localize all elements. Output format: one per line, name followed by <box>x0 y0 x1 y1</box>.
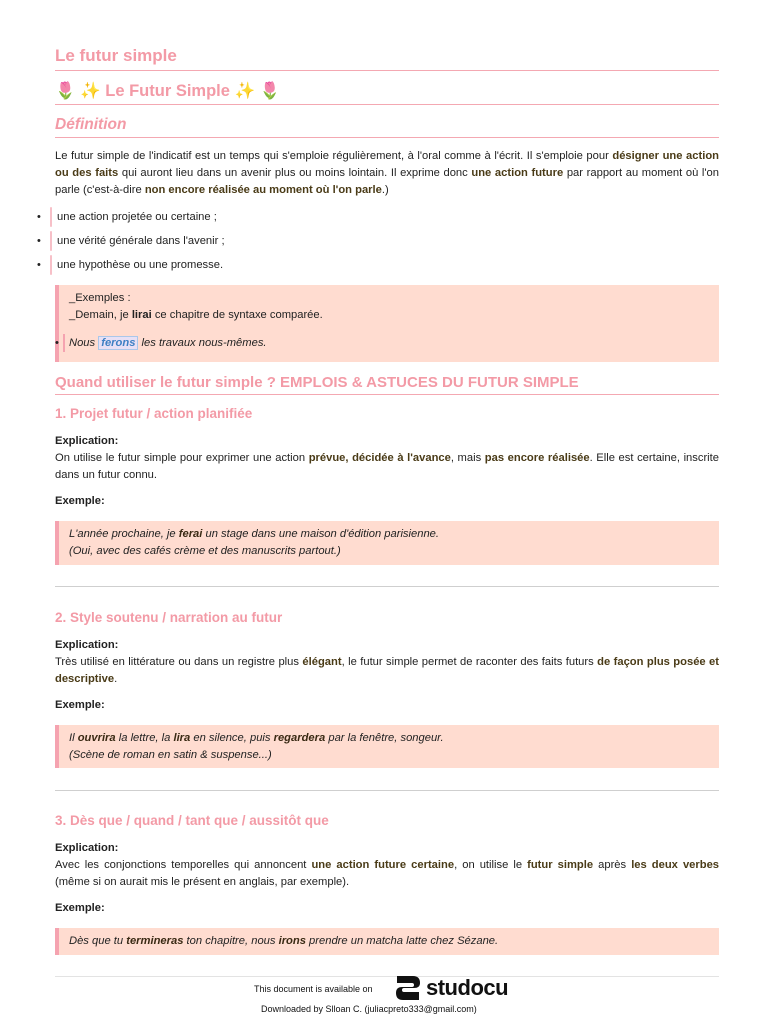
list-item: • une hypothèse ou une promesse. <box>37 257 225 281</box>
definition-text-4: .) <box>381 184 389 196</box>
section-3-explication: Avec les conjonctions temporelles qui annoncent une action future certaine, on utilise le futur simple après les deux verbes (même si on aurait mis le présent en anglais, par exemple). <box>55 859 720 888</box>
studocu-logo-icon <box>393 974 423 1002</box>
definition-text-1: Le futur simple de l'indicatif est un temps qui s'emploie régulièrement, à l'oral comme à l'écrit. Il s'emploie pour <box>55 150 613 162</box>
definition-heading: Définition <box>55 116 127 133</box>
section-3-explication-label: Explication: <box>55 842 119 854</box>
definition-bold-2: une action future <box>471 167 564 179</box>
section-2-example-note: (Scène de roman en satin & suspense...) <box>69 748 272 761</box>
studocu-wordmark: studocu <box>426 975 509 1000</box>
section-1-explication: On utilise le futur simple pour exprimer une action prévue, décidée à l'avance, mais pas encore réalisée. Elle est certaine, inscrite dans un futur connu. <box>55 452 719 481</box>
section-1-explication-label: Explication: <box>55 435 119 447</box>
footer-available-text: This document is available on <box>254 984 373 994</box>
subtitle-divider <box>55 104 719 105</box>
section-1-exemple-label: Exemple: <box>55 495 105 507</box>
section-2-explication-label: Explication: <box>55 639 119 651</box>
section-heading: Quand utiliser le futur simple ? EMPLOIS & ASTUCES DU FUTUR SIMPLE <box>55 374 579 391</box>
section-3-example-box: Dès que tu termineras ton chapitre, nous irons prendre un matcha latte chez Sézane. <box>55 928 719 955</box>
examples-label: _Exemples : <box>69 292 131 304</box>
document-subtitle: 🌷 ✨ Le Futur Simple ✨ 🌷 <box>55 82 281 100</box>
section-2-explication: Très utilisé en littérature ou dans un registre plus élégant, le futur simple permet de raconter des faits futurs de façon plus posée et descriptive. <box>55 656 720 685</box>
examples-item: • Nous ferons les travaux nous-mêmes. <box>69 335 719 352</box>
section-1-example-note: (Oui, avec des cafés crème et des manuscrits partout.) <box>69 544 341 557</box>
highlighted-word[interactable]: ferons <box>98 336 138 350</box>
section-2-exemple-label: Exemple: <box>55 699 105 711</box>
definition-text-3: par rapport au moment où l'on parle (c'est-à-dire <box>55 167 719 196</box>
section-1-heading: 1. Projet futur / action planifiée <box>55 406 253 421</box>
footer-separator <box>55 976 719 977</box>
footer-downloaded-text: Downloaded by Slloan C. (juliacpreto333@gmail.com) <box>261 1004 477 1014</box>
title-divider <box>55 70 719 71</box>
list-item: • une action projetée ou certaine ; <box>37 209 225 233</box>
section-3-exemple-label: Exemple: <box>55 902 105 914</box>
examples-box <box>55 285 719 362</box>
section-heading-divider <box>55 394 719 395</box>
definition-text-2: qui auront lieu dans un avenir plus ou moins lointain. Il exprime donc <box>118 167 472 179</box>
definition-divider <box>55 137 719 138</box>
list-item: • une vérité générale dans l'avenir ; <box>37 233 225 257</box>
section-2-heading: 2. Style soutenu / narration au futur <box>55 610 283 625</box>
section-3-heading: 3. Dès que / quand / tant que / aussitôt que <box>55 813 329 828</box>
examples-line: _Demain, je lirai ce chapitre de syntaxe comparée. <box>69 308 323 321</box>
uses-list <box>37 209 225 281</box>
section-separator <box>55 790 719 791</box>
section-1-example-box: L'année prochaine, je ferai un stage dans une maison d'édition parisienne. (Oui, avec des cafés crème et des manuscrits partout.) <box>55 521 719 565</box>
section-separator <box>55 586 719 587</box>
definition-paragraph <box>55 148 719 199</box>
section-2-example-box: Il ouvrira la lettre, la lira en silence, puis regardera par la fenêtre, songeur. (Scène de roman en satin & suspense...) <box>55 725 719 768</box>
definition-bold-3: non encore réalisée au moment où l'on parle <box>144 184 382 196</box>
definition-bold-1: désigner une action ou des faits <box>55 150 719 179</box>
document-title: Le futur simple <box>55 46 177 65</box>
studocu-logo[interactable] <box>393 972 508 1004</box>
